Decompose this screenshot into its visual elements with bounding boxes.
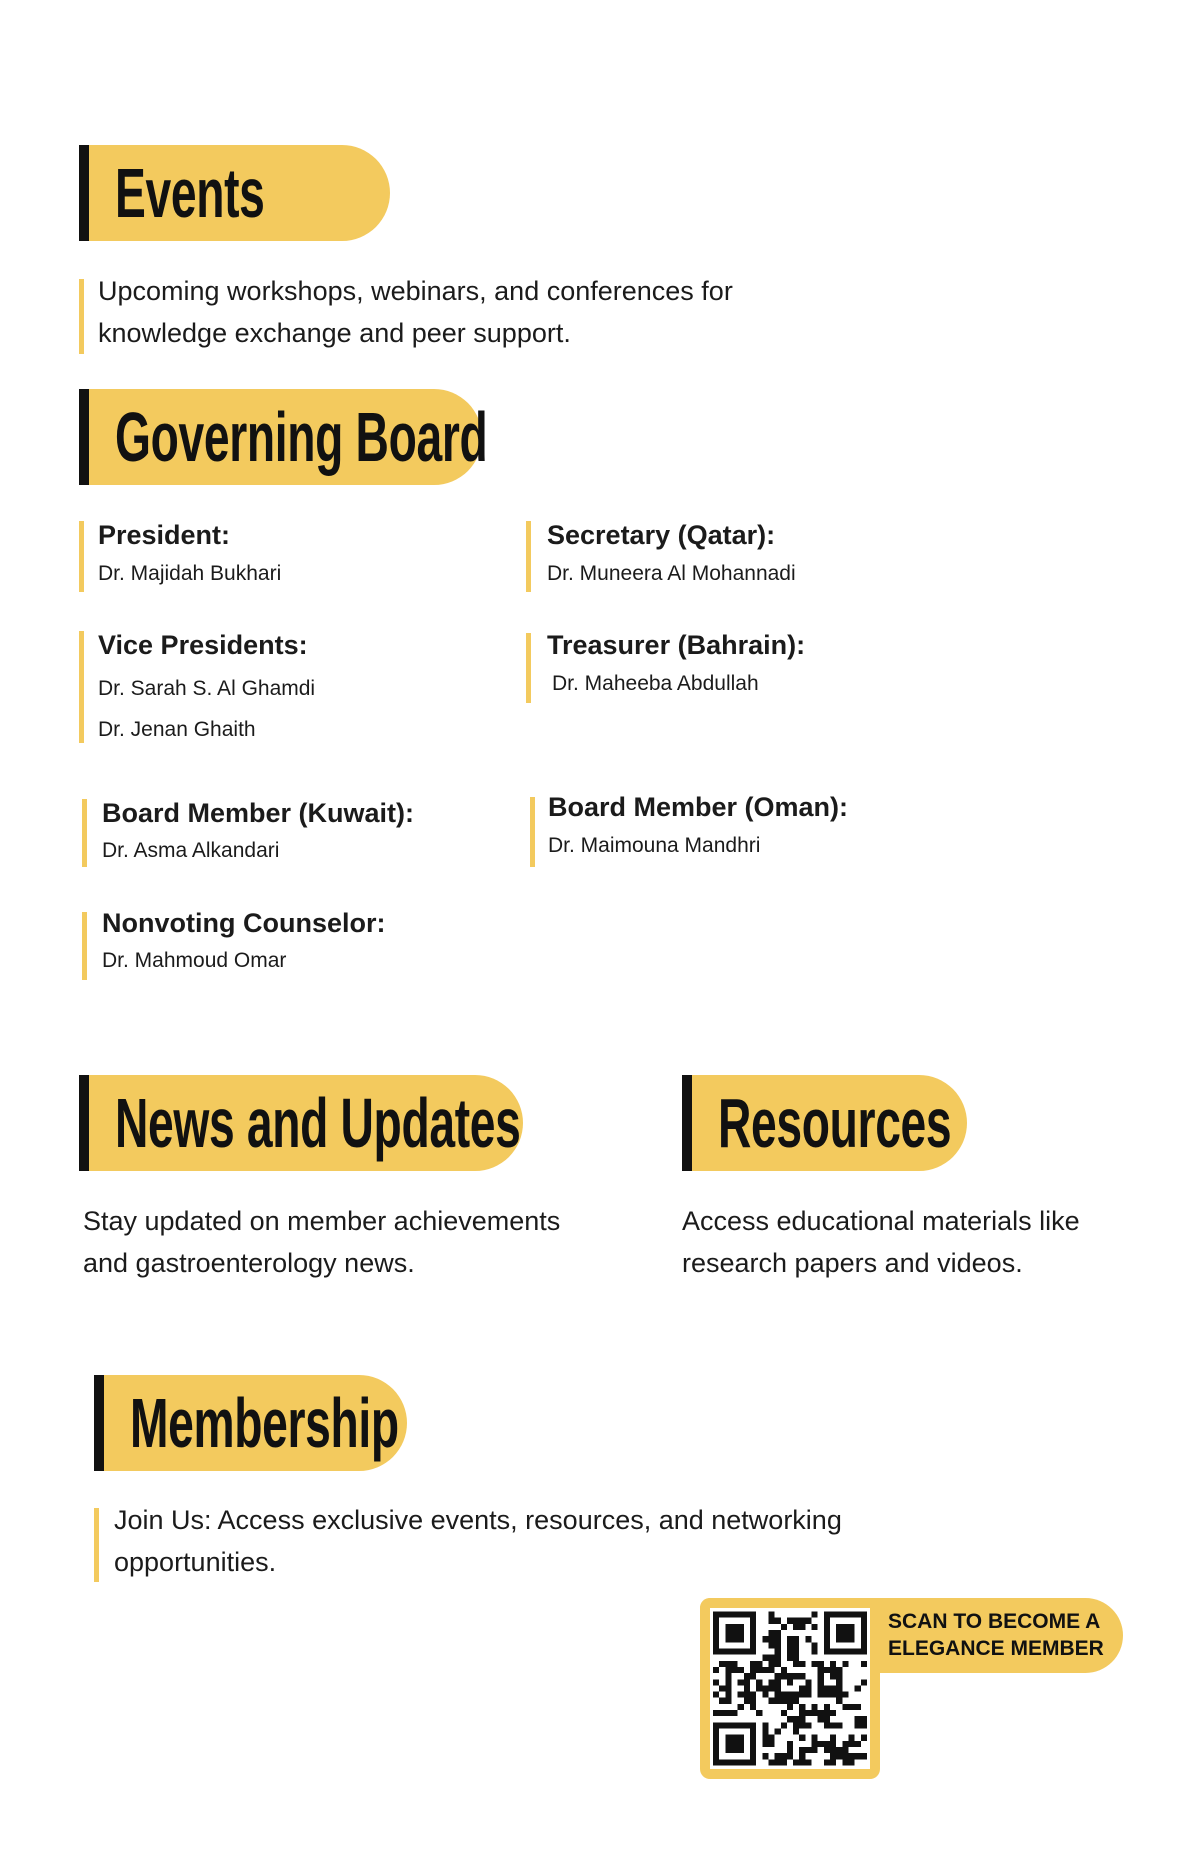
qr-module: [836, 1698, 842, 1704]
qr-module: [744, 1692, 750, 1698]
role-label: Board Member (Oman):: [548, 792, 849, 822]
qr-module: [842, 1753, 848, 1759]
qr-module: [836, 1624, 854, 1642]
qr-module: [713, 1710, 719, 1716]
qr-module: [793, 1716, 799, 1722]
qr-module: [848, 1735, 854, 1741]
qr-module: [775, 1698, 781, 1704]
qr-module: [805, 1692, 811, 1698]
qr-module: [824, 1710, 830, 1716]
qr-module: [799, 1704, 805, 1710]
qr-module: [738, 1679, 744, 1685]
qr-module: [762, 1722, 768, 1728]
qr-module: [836, 1722, 842, 1728]
qr-module: [725, 1667, 731, 1673]
membership-desc-line: opportunities.: [114, 1547, 277, 1577]
qr-module: [812, 1710, 818, 1716]
qr-module: [793, 1692, 799, 1698]
qr-module: [793, 1759, 799, 1765]
qr-module: [855, 1716, 861, 1722]
qr-module: [830, 1673, 836, 1679]
qr-module: [812, 1735, 818, 1741]
qr-module: [768, 1667, 774, 1673]
qr-module: [799, 1618, 805, 1624]
qr-module: [812, 1741, 818, 1747]
qr-module: [805, 1722, 811, 1728]
accent-bar: [526, 521, 531, 592]
qr-module: [775, 1649, 781, 1655]
qr-module: [744, 1679, 750, 1685]
qr-module: [805, 1710, 811, 1716]
qr-module: [805, 1685, 811, 1691]
qr-module: [762, 1735, 768, 1741]
qr-module: [713, 1692, 719, 1698]
qr-module: [762, 1753, 768, 1759]
qr-module: [836, 1753, 842, 1759]
qr-module: [768, 1735, 774, 1741]
qr-module: [818, 1673, 824, 1679]
qr-module: [805, 1636, 811, 1642]
qr-module: [799, 1685, 805, 1691]
qr-module: [781, 1624, 787, 1630]
news-heading: [79, 1075, 523, 1171]
qr-module: [830, 1667, 836, 1673]
qr-module: [836, 1673, 842, 1679]
qr-module: [793, 1649, 799, 1655]
qr-module: [775, 1655, 781, 1661]
qr-module: [732, 1710, 738, 1716]
qr-module: [861, 1735, 867, 1741]
qr-module: [781, 1722, 787, 1728]
qr-module: [787, 1753, 793, 1759]
qr-module: [824, 1759, 830, 1765]
qr-module: [799, 1624, 805, 1630]
qr-module: [793, 1729, 799, 1735]
accent-bar: [94, 1508, 99, 1582]
qr-module: [793, 1618, 799, 1624]
role-label: President:: [98, 520, 231, 550]
accent-bar: [526, 633, 531, 703]
qr-module: [848, 1704, 854, 1710]
qr-module: [775, 1753, 781, 1759]
qr-module: [725, 1685, 731, 1691]
qr-module: [756, 1710, 762, 1716]
accent-bar: [82, 912, 87, 980]
qr-module: [836, 1692, 842, 1698]
accent-bar: [79, 631, 84, 743]
qr-module: [787, 1704, 793, 1710]
membership-desc-line: Join Us: Access exclusive events, resources, and networking: [114, 1505, 842, 1535]
qr-module: [861, 1722, 867, 1728]
qr-module: [762, 1729, 768, 1735]
qr-module: [836, 1667, 842, 1673]
qr-module: [855, 1685, 861, 1691]
qr-caption-line: SCAN TO BECOME A: [888, 1610, 1101, 1633]
qr-module: [787, 1692, 793, 1698]
qr-module: [750, 1698, 756, 1704]
qr-module: [756, 1667, 762, 1673]
qr-module: [818, 1741, 824, 1747]
qr-module: [768, 1759, 774, 1765]
qr-module: [855, 1722, 861, 1728]
accent-bar: [530, 797, 535, 867]
qr-module: [793, 1698, 799, 1704]
events-title: Events: [115, 154, 265, 232]
member-name: Dr. Sarah S. Al Ghamdi: [98, 677, 316, 700]
qr-module: [812, 1704, 818, 1710]
qr-module: [787, 1679, 793, 1685]
qr-module: [793, 1722, 799, 1728]
membership-description: [114, 1499, 842, 1583]
resources-desc-line: research papers and videos.: [682, 1248, 1023, 1278]
qr-module: [775, 1679, 781, 1685]
news-desc-line: and gastroenterology news.: [83, 1248, 415, 1278]
qr-module: [732, 1661, 738, 1667]
qr-module: [824, 1692, 830, 1698]
qr-module: [775, 1618, 781, 1624]
qr-module: [818, 1679, 824, 1685]
qr-module: [762, 1685, 768, 1691]
qr-module: [824, 1722, 830, 1728]
qr-module: [799, 1759, 805, 1765]
role-label: Nonvoting Counselor:: [102, 908, 386, 938]
qr-module: [768, 1618, 774, 1624]
qr-module: [750, 1661, 756, 1667]
member-name: Dr. Asma Alkandari: [102, 839, 280, 862]
qr-module: [768, 1661, 774, 1667]
qr-module: [787, 1636, 793, 1642]
resources-heading: [682, 1075, 967, 1171]
qr-module: [719, 1698, 725, 1704]
events-heading: [79, 145, 390, 241]
qr-module: [762, 1692, 768, 1698]
qr-module: [738, 1692, 744, 1698]
qr-module: [787, 1642, 793, 1648]
qr-module: [830, 1753, 836, 1759]
qr-module: [768, 1636, 774, 1642]
member-name: Dr. Maheeba Abdullah: [552, 672, 759, 695]
qr-module: [781, 1692, 787, 1698]
qr-module: [824, 1747, 830, 1753]
qr-module: [725, 1624, 743, 1642]
qr-module: [842, 1741, 848, 1747]
qr-module: [738, 1704, 744, 1710]
qr-module: [824, 1667, 830, 1673]
qr-module: [830, 1685, 836, 1691]
qr-module: [725, 1679, 731, 1685]
qr-module: [812, 1642, 818, 1648]
qr-module: [861, 1753, 867, 1759]
resources-description: [682, 1200, 1080, 1284]
role-label: Vice Presidents:: [98, 630, 308, 660]
accent-bar: [82, 799, 87, 867]
qr-module: [805, 1759, 811, 1765]
qr-module: [781, 1698, 787, 1704]
qr-module: [830, 1735, 836, 1741]
qr-module: [725, 1698, 731, 1704]
qr-module: [768, 1630, 774, 1636]
qr-module: [750, 1704, 756, 1710]
qr-module: [842, 1747, 848, 1753]
qr-module: [836, 1685, 842, 1691]
qr-module: [836, 1679, 842, 1685]
qr-module: [750, 1673, 756, 1679]
qr-module: [738, 1667, 744, 1673]
qr-module: [799, 1661, 805, 1667]
qr-module: [768, 1612, 774, 1618]
qr-module: [812, 1612, 818, 1618]
qr-module: [762, 1636, 768, 1642]
qr-module: [799, 1753, 805, 1759]
qr-module: [744, 1698, 750, 1704]
qr-module: [762, 1667, 768, 1673]
accent-bar: [79, 521, 84, 592]
qr-module: [775, 1759, 781, 1765]
qr-module: [848, 1759, 854, 1765]
qr-module: [719, 1710, 725, 1716]
member-name: Dr. Maimouna Mandhri: [548, 834, 761, 857]
qr-module: [793, 1655, 799, 1661]
qr-module: [787, 1741, 793, 1747]
news-description: [83, 1200, 560, 1284]
qr-module: [830, 1710, 836, 1716]
qr-module: [768, 1685, 774, 1691]
role-label: Board Member (Kuwait):: [102, 798, 415, 828]
events-desc-line: knowledge exchange and peer support.: [98, 318, 571, 348]
qr-module: [818, 1710, 824, 1716]
qr-module: [787, 1649, 793, 1655]
qr-module: [719, 1661, 725, 1667]
accent-bar: [79, 279, 84, 354]
qr-module: [787, 1698, 793, 1704]
qr-module: [861, 1716, 867, 1722]
qr-module: [818, 1692, 824, 1698]
qr-module: [744, 1685, 750, 1691]
qr-module: [855, 1753, 861, 1759]
qr-module: [775, 1692, 781, 1698]
qr-module: [805, 1747, 811, 1753]
qr-module: [775, 1636, 781, 1642]
qr-module: [830, 1747, 836, 1753]
qr-module: [812, 1624, 818, 1630]
qr-module: [848, 1753, 854, 1759]
qr-module: [805, 1618, 811, 1624]
qr-module: [830, 1661, 836, 1667]
qr-module: [725, 1673, 731, 1679]
governing-board-heading: [79, 389, 488, 485]
qr-module: [775, 1661, 781, 1667]
role-label: Treasurer (Bahrain):: [547, 630, 806, 660]
role-label: Secretary (Qatar):: [547, 520, 776, 550]
events-desc-line: Upcoming workshops, webinars, and conferences for: [98, 276, 733, 306]
qr-module: [799, 1722, 805, 1728]
qr-module: [830, 1722, 836, 1728]
governing-board-title: Governing Board: [115, 398, 488, 476]
member-name: Dr. Mahmoud Omar: [102, 949, 287, 972]
qr-module: [775, 1642, 781, 1648]
qr-module: [799, 1692, 805, 1698]
qr-module: [768, 1741, 774, 1747]
qr-module: [836, 1747, 842, 1753]
qr-module: [750, 1667, 756, 1673]
qr-module: [768, 1698, 774, 1704]
qr-module: [775, 1729, 781, 1735]
qr-module: [762, 1655, 768, 1661]
qr-module: [768, 1679, 774, 1685]
qr-module: [762, 1741, 768, 1747]
qr-module: [799, 1735, 805, 1741]
qr-module: [781, 1759, 787, 1765]
qr-module: [793, 1636, 799, 1642]
member-name: Dr. Jenan Ghaith: [98, 718, 256, 741]
resources-desc-line: Access educational materials like: [682, 1206, 1080, 1236]
qr-module: [787, 1673, 793, 1679]
qr-module: [725, 1710, 731, 1716]
qr-module: [768, 1655, 774, 1661]
resources-title: Resources: [718, 1084, 952, 1162]
qr-module: [812, 1649, 818, 1655]
news-title: News and Updates: [115, 1084, 521, 1162]
qr-module: [855, 1741, 861, 1747]
qr-module: [787, 1747, 793, 1753]
qr-module: [824, 1716, 830, 1722]
news-desc-line: Stay updated on member achievements: [83, 1206, 561, 1236]
qr-module: [830, 1692, 836, 1698]
qr-module: [818, 1685, 824, 1691]
qr-module: [750, 1692, 756, 1698]
qr-module: [787, 1618, 793, 1624]
qr-module: [818, 1716, 824, 1722]
qr-module: [781, 1753, 787, 1759]
qr-module: [787, 1655, 793, 1661]
member-name: Dr. Muneera Al Mohannadi: [547, 562, 796, 585]
qr-caption-line: ELEGANCE MEMBER: [888, 1637, 1104, 1660]
qr-module: [855, 1704, 861, 1710]
qr-module: [756, 1679, 762, 1685]
events-description: [98, 270, 733, 354]
member-name: Dr. Majidah Bukhari: [98, 562, 282, 585]
qr-module: [812, 1661, 818, 1667]
qr-module: [725, 1692, 731, 1698]
qr-module: [756, 1685, 762, 1691]
qr-module: [775, 1630, 781, 1636]
qr-module: [775, 1673, 781, 1679]
qr-module: [824, 1741, 830, 1747]
qr-module: [830, 1759, 836, 1765]
qr-module: [768, 1642, 774, 1648]
qr-caption: [888, 1608, 1104, 1662]
membership-heading: [94, 1375, 407, 1471]
qr-module: [812, 1747, 818, 1753]
qr-module: [824, 1704, 830, 1710]
qr-module: [781, 1667, 787, 1673]
qr-module: [793, 1673, 799, 1679]
qr-module: [861, 1679, 867, 1685]
qr-module: [805, 1679, 811, 1685]
qr-module: [830, 1741, 836, 1747]
qr-module: [799, 1747, 805, 1753]
qr-module: [818, 1661, 824, 1667]
qr-module: [793, 1642, 799, 1648]
qr-module: [725, 1661, 731, 1667]
qr-module: [799, 1673, 805, 1679]
qr-module: [799, 1710, 805, 1716]
qr-module: [713, 1667, 719, 1673]
qr-module: [744, 1673, 750, 1679]
qr-module: [781, 1710, 787, 1716]
qr-module: [861, 1661, 867, 1667]
qr-module: [725, 1735, 743, 1753]
qr-module: [787, 1716, 793, 1722]
qr-module: [793, 1661, 799, 1667]
qr-module: [799, 1716, 805, 1722]
qr-module: [848, 1741, 854, 1747]
qr-module: [781, 1673, 787, 1679]
membership-title: Membership: [130, 1384, 399, 1462]
qr-module: [719, 1685, 725, 1691]
qr-module: [732, 1667, 738, 1673]
qr-module: [818, 1667, 824, 1673]
qr-module: [842, 1759, 848, 1765]
qr-module: [775, 1685, 781, 1691]
qr-module: [824, 1685, 830, 1691]
qr-module: [842, 1704, 848, 1710]
qr-module: [756, 1661, 762, 1667]
qr-module: [793, 1624, 799, 1630]
qr-code-icon[interactable]: [710, 1608, 870, 1769]
qr-module: [713, 1679, 719, 1685]
qr-module: [842, 1692, 848, 1698]
qr-module: [842, 1661, 848, 1667]
